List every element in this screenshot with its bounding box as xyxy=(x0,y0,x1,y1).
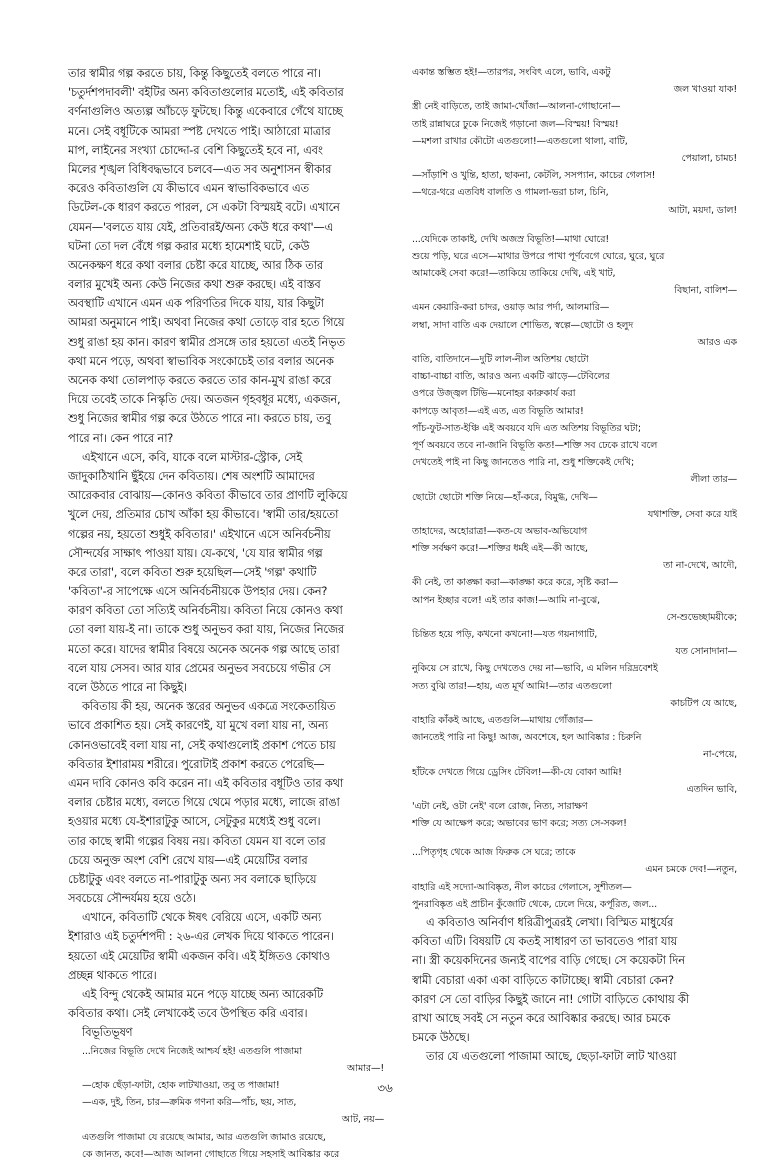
poem-line: এতদিন ভাবি, xyxy=(686,783,737,795)
poem-line: —সাঁড়াশি ও খুন্তি, হাতা, ছাকনা, কেটলি, সসপ্যান, কাচের গেলাস! xyxy=(412,170,656,182)
text-line: করেও কবিতাগুলি যে কীভাবে এমন স্বাভাবিকভাবে এত xyxy=(68,181,309,196)
text-line: কবিতা এটি। বিষয়টি যে কতই সাধারণ তা ভাবতেও পারা যায় xyxy=(412,934,678,949)
poem-line: দেখতেই পাই না কিছু জানতেও পারি না, শুধু শক্তিকেই দেখি; xyxy=(412,457,635,469)
poem-line: সে-শুভেচ্ছাময়ীকে; xyxy=(666,611,737,623)
poem-line: ...নিজের বিভূতি দেখে নিজেই আশ্চর্য হই! এতগুলি পাজামা xyxy=(82,1045,302,1057)
poem-line: এতগুলি পাজামা যে রয়েছে আমার, আর এতগুলি জামাও রয়েছে, xyxy=(82,1131,326,1143)
poem-line: পুনরাবিষ্কৃত এই প্রাচীন কুঁজোটি থেকে, ঢেলে দিয়ে, কর্পূরিত, জল... xyxy=(412,898,657,910)
text-line: কবিতার ইশারাময় শরীরে। পুরোটাই প্রকাশ করতে পেরেছি— xyxy=(68,756,325,771)
poem-line: ছোটো ছোটো শক্তি নিয়ে—হাঁ-করে, বিমুগ্ধ, দেখি— xyxy=(412,491,598,503)
text-line: তার কাছে স্বামী গল্পের বিষয় নয়। কবিতা যেমন যা বলে তার xyxy=(68,833,326,848)
poem-line: —হোক ছেঁড়া-ফাটা, হোক লাটখাওয়া, তবু ত পাজামা! xyxy=(82,1079,280,1091)
text-line: ডিটেল-কে ধারণ করতে পারল, সে একটা বিস্ময়ই বটে। এখানে xyxy=(68,200,340,215)
text-line: কোনওভাবেই বলা যায় না, সেই কথাগুলোই প্রকাশ পেতে চায় xyxy=(68,737,336,752)
text-line: তো বলা যায়-ই না। তাকে শুধু অনুভব করা যায়, নিজের নিজের xyxy=(68,622,344,637)
poem-line: পাঁচ-ফুট-সাত-ইঞ্চি এই অবয়বে যদি এত অতিশয় বিভূতির ঘটা; xyxy=(412,422,641,434)
text-line: কবিতার কথা। সেই লেখাকেই তবে উপস্থিত করি এবার। xyxy=(68,1006,308,1021)
poem-line: এমন চমকে দেব!—নতুন, xyxy=(645,864,737,876)
poem-line: —মশলা রাখার কৌটো এতগুলো!—এতগুলো থালা, বাটি, xyxy=(412,135,628,147)
text-line: গল্পের নয়, হয়তো শুধুই কবিতার।' এইখানে এসে অনির্বচনীয় xyxy=(68,526,331,541)
text-line: দিয়ে তবেই তাকে নিস্কৃতি দেয়। অতজন গৃহবধূর মধ্যে, একজন, xyxy=(68,392,341,407)
paragraph-start: তার যে এতগুলো পাজামা আছে, ছেড়া-ফাটা লাট খাওয়া xyxy=(426,1049,677,1064)
poem-line: আট, নয়— xyxy=(341,1114,384,1126)
stanza-break xyxy=(412,219,737,231)
text-line: মিলের শৃঙ্খল বিধিবদ্ধভাবে চলবে—এত সব অনুশাসন স্বীকার xyxy=(68,161,332,176)
poem-line: শক্তি সর্বক্ষণ করে!—শক্তির ধর্মই এই—কী আছে, xyxy=(412,543,588,555)
text-line: অবস্থাটি এখানে এমন এক পরিণতির দিকে যায়, যার কিছুটা xyxy=(68,296,324,311)
poem-line: ...পিতৃগৃহ থেকে আজ ফিরুক সে ঘরে; তাকে xyxy=(412,847,576,859)
text-line: চমকে উঠছে। xyxy=(412,1030,470,1045)
page-number: ৩৬ xyxy=(377,1081,393,1095)
poem-line: হাঁটকে দেখতে গিয়ে ড্রেসিং টেবিল!—কী-যে বোকা আমি! xyxy=(412,766,622,778)
poem-line: ...যেদিকে তাকাই, দেখি অজস্র বিভূতি!—মাথা ঘোরে! xyxy=(412,233,609,245)
left-column xyxy=(68,64,388,1163)
paragraph-start: এইখানে এসে, কবি, যাকে বলে মাস্টার-স্ট্রোক, সেই xyxy=(82,449,302,464)
text-line: শুধু নিজের স্বামীর গল্প করে উঠতে পারে না। করতে চায়, তবু xyxy=(68,411,331,426)
text-line: অনেকক্ষণ ধরে কথা বলার চেষ্টা করে যাচ্ছে, আর ঠিক তার xyxy=(68,257,323,272)
text-line: বর্ণনাগুলিও অত্যল্প আঁচড়ে ফুটছে। কিন্তু একেবারে গেঁথে যাচ্ছে xyxy=(68,104,343,119)
poem-line: বাচ্চা-বাচ্চা বাতি, আরও অন্য একটি ঝাড়ে—টেবিলের xyxy=(412,371,610,383)
paragraph-start: এই বিন্দু থেকেই আমার মনে পড়ে যাচ্ছে অন্য আরেকটি xyxy=(82,987,323,1001)
poem-line: শক্তি যে আক্ষেপ করে; অভাবের ভাণ করে; সত্য সে-সকল! xyxy=(412,818,627,830)
poem-line: তাহাদের, অহোরাত্র!—কত-যে অভাব-অভিযোগ xyxy=(412,525,588,537)
poem-line: জল খাওয়া যাক! xyxy=(673,84,737,96)
paragraph-start: কবিতায় কী হয়, অনেক স্তরের অনুভব একত্রে সংকেতায়িত xyxy=(82,699,336,714)
poem-line: নুকিয়ে সে রাখে, কিছু দেখতেও দেয় না—ভাবি, এ মলিন দরিদ্রবেশই xyxy=(412,663,658,675)
text-line: অনেক কথা তোলপাড় করতে করতে তার কান-মুখ রাঙা করে xyxy=(68,373,332,387)
poem-line: আমাকেই সেবা করে!—তাকিয়ে তাকিয়ে দেখি, এই খাট, xyxy=(412,268,616,280)
text-line: জাদুকাঠিখানি ছুঁইয়ে দেন কবিতায়। শেষ অংশটি আমাদের xyxy=(68,468,315,483)
poem-line: আপন ইচ্ছার বলে! এই তার কাজ!—আমি না-বুঝে, xyxy=(412,594,600,606)
text-line: চেষ্টাটুকু এবং বলতে না-পারাটুকু অন্য সব বলাকে ছাড়িয়ে xyxy=(68,871,317,886)
poem-line: তাই রান্নাঘরে ঢুকে নিজেই গড়ানো জল—বিস্ময়! বিস্ময়! xyxy=(412,118,619,130)
text-line: কারণ সে তো বাড়ির কিছুই জানে না! গোটা বাড়িতে কোথায় কী xyxy=(412,991,689,1006)
poem-line: আমার—! xyxy=(346,1062,384,1074)
poem-line: লীলা তার— xyxy=(690,474,737,486)
text-line: ইশারাও এই চতুর্দশপদী : ২৬-এর লেখক দিয়ে থাকতে পারেন। xyxy=(68,929,334,944)
text-line: তার স্বামীর গল্প করতে চায়, কিন্তু কিছুতেই বলতে পারে না। xyxy=(68,66,321,80)
text-line: মাপ, লাইনের সংখ্যা চোদ্দো-র বেশি কিছুতেই হবে না, এবং xyxy=(68,142,323,157)
text-line: করে তারা', বলে কবিতা শুরু হয়েছিল—সেই 'গল্প' কথাটি xyxy=(68,564,317,579)
text-line: বলার চেষ্টার মধ্যে, বলতে গিয়ে থেমে পড়ার মধ্যে, লাজে রাঙা xyxy=(68,795,340,810)
poem-line: শুয়ে পড়ি, ঘরে এসে—মাথার উপরে পাখা পূর্ণবেগে ঘোরে, ঘুরে, ঘুরে xyxy=(412,250,665,262)
text-line: রাখা আছে সবই সে নতুন করে আবিষ্কার করছে। আর চমকে xyxy=(412,1010,671,1025)
text-line: মতো করে। যাদের স্বামীর বিষয়ে অনেক অনেক গল্প আছে তারা xyxy=(68,641,340,656)
paragraph-start: এ কবিতাও অনির্বাণ ধরিত্রীপুত্ররই লেখা। বিস্মিত মাধুর্যের xyxy=(426,915,674,929)
text-line: ভাবে প্রকাশিত হয়। সেই কারণেই, যা মুখে বলা যায় না, অন্য xyxy=(68,718,328,733)
poem-line: জানতেই পারি না কিছু! আজ, অবশেষে, হল আবিষ্কার : চিরুনি xyxy=(412,732,642,744)
poem-line: বিছানা, বালিশ— xyxy=(674,285,737,297)
text-line: বলে যায় সেসব। আর যার প্রেমের অনুভব সবচেয়ে গভীর সে xyxy=(68,660,331,675)
poem-line: বাহারি কাঁকই আছে, এতগুলি—মাথায় গোঁজার— xyxy=(412,714,593,726)
poem-line: বাহারি এই সদ্যো-আবিষ্কৃত, নীল কাচের গেলাসে, সুশীতল— xyxy=(412,881,632,893)
poem-line: আটা, ময়দা, ডাল! xyxy=(668,204,737,216)
text-line: ঘটনা তো দল বেঁধে গল্প করার মধ্যে হামেশাই ঘটে, কেউ xyxy=(68,238,310,253)
poem-line: কাচটিপ যে আছে, xyxy=(670,697,737,709)
text-line: স্বামী বেচারা একা একা বাড়িতে কাটাচ্ছে। স্বামী বেচারা কেন? xyxy=(412,972,674,987)
text-line: বলার মুখেই অন্য কেউ নিজের কথা শুরু করছে। এই বাস্তব xyxy=(68,277,321,292)
text-line: 'চতুর্দশপদাবলী' বইটির অন্য কবিতাগুলোর মতোই, এই কবিতার xyxy=(68,85,344,100)
poem-line: পেয়ালা, চামচ! xyxy=(681,152,737,164)
poem-line: কাপড়ে আবৃত!—এই এত, এত বিভূতি আমার! xyxy=(412,405,584,417)
poem-line: এমন কেয়ারি-করা চাদর, ওয়াড় আর পর্দা, আলমারি— xyxy=(412,302,610,314)
right-column xyxy=(412,64,737,1067)
poem-line: তা না-দেখে, আদৌ, xyxy=(663,560,737,572)
poem-line: ওপরে উজ্জ্বল টিভি—মনোহর কারুকার্য করা xyxy=(412,388,576,400)
text-line: খুলে দেয়, প্রতিমার চোখ আঁকা হয় কীভাবে। 'স্বামী তার/হয়তো xyxy=(68,507,339,522)
poem-line: —থরে-থরে এতবিধ বালতি ও গামলা-ভরা চাল, চিনি, xyxy=(412,187,609,199)
poem-line: বাতি, বাতিদানে—দুটি লাল-নীল অতিশয় ছোটো xyxy=(412,354,589,365)
poem-line: আরও এক xyxy=(697,336,737,348)
paragraph-start: এখানে, কবিতাটি থেকে ঈষৎ বেরিয়ে এসে, একটি অন্য xyxy=(82,910,322,925)
text-line: কথা মনে পড়ে, অথবা স্বাভাবিক সংকোচেই তার বলার অনেক xyxy=(68,353,334,368)
text-line: মনে। সেই বধূটিকে আমরা স্পষ্ট দেখতে পাই। আঠারো মাত্রার xyxy=(68,123,331,138)
text-line: 'কবিতা'-র সাপেক্ষে এসে অনির্বচনীয়কে উপহার দেয়। কেন? xyxy=(68,584,328,599)
poem-line: একান্ত স্তম্ভিত হই!—তারপর, সংবিৎ এলে, ভাবি, একটু xyxy=(412,67,611,78)
poem-line: যথাশক্তি, সেবা করে যাই xyxy=(647,508,737,520)
text-line: কারণ কবিতা তো সত্যিই অনির্বচনীয়। কবিতা নিয়ে কোনও কথা xyxy=(68,603,343,618)
text-line: আমরা অনুমানে পাই। অথবা নিজের কথা তোড়ে বার হতে গিয়ে xyxy=(68,315,345,330)
poem-line: সত্য বুঝি তার!—হায়, এত মূর্খ আমি!—তার এতগুলো xyxy=(412,680,612,692)
text-line: প্রচ্ছন্ন থাকতে পারে। xyxy=(68,967,157,982)
text-line: সবচেয়ে সৌন্দর্যময় হয়ে ওঠে। xyxy=(68,891,196,906)
text-line: বলে উঠতে পারে না কিছুই। xyxy=(68,680,187,694)
text-line: চেয়ে অনুক্ত অংশ বেশি রেখে যায়—এই মেয়েটির বলার xyxy=(68,852,308,867)
text-line: শুধু রাঙা হয় কান। কারণ স্বামীর প্রসঙ্গে তার হয়তো এতই নিভৃত xyxy=(68,334,345,349)
text-line: পারে না। কেন পারে না? xyxy=(68,430,174,445)
poem-line: কী নেই, তা কাঙ্ক্ষা করা—কাঙ্ক্ষা করে করে, সৃষ্টি করা— xyxy=(412,577,619,589)
text-line: হওয়ার মধ্যে যে-ইশারাটুকু আসে, সেটুকুর মধ্যেই শুধু বলে। xyxy=(68,814,321,829)
poem-line: পূর্ণ অবয়বে তবে না-জানি বিভূতি কত!—শক্তি সব ঢেকে রাখে বলে xyxy=(412,439,658,451)
poem-line: যত সোনাদানা— xyxy=(675,646,737,658)
poem-line: স্ত্রী নেই বাড়িতে, তাই জামা-খোঁজা—আলনা-গোছানো— xyxy=(412,101,621,113)
poem-line: না-পেয়ে, xyxy=(703,749,737,761)
text-line: যেমন—'বলতে যায় যেই, প্রতিবারই/অন্য কেউ ধরে কথা'—এ xyxy=(68,219,334,234)
poem-line: চিন্তিত হয়ে পড়ি, কখনো কখনো!—যত গয়নাগাটি, xyxy=(412,629,598,640)
stanza-break xyxy=(412,832,737,844)
text-line: এমন দাবি কোনও কবি করেন না। এই কবিতার বধূটিও তার কথা xyxy=(68,775,344,790)
poem-line: 'এটা নেই, ওটা নেই' বলে রোজ, নিত্য, সারাক্ষণ xyxy=(412,800,588,812)
text-line: সৌন্দর্যের সাক্ষাৎ পাওয়া যায়। যে-কথে, 'যে যার স্বামীর গল্প xyxy=(68,545,323,560)
poem-title: বিভূতিভূষণ xyxy=(82,1025,133,1040)
text-line: না। স্ত্রী কয়েকদিনের জন্যই বাপের বাড়ি গেছে। সে কয়েকটা দিন xyxy=(412,953,685,968)
poem-line: কে জানত, কবে!—আজ আলনা গোছাতে গিয়ে সহসাই আবিষ্কার করে xyxy=(82,1148,340,1160)
text-line: হয়তো এই মেয়েটির স্বামী একজন কবি। এই ইঙ্গিতও কোথাও xyxy=(68,948,330,963)
poem-line: —এক, দুই, তিন, চার—ক্রমিক গণনা করি—পাঁচ, ছয়, সাত, xyxy=(82,1097,297,1109)
poem-line: লম্বা, সাদা বাতি এক দেয়ালে শোভিত, স্বল্পে—ছোটো ও হলুদ xyxy=(412,319,634,331)
text-line: আরেকবার বোঝায়—কোনও কবিতা কীভাবে তার প্রাণটি লুকিয়ে xyxy=(68,488,348,503)
